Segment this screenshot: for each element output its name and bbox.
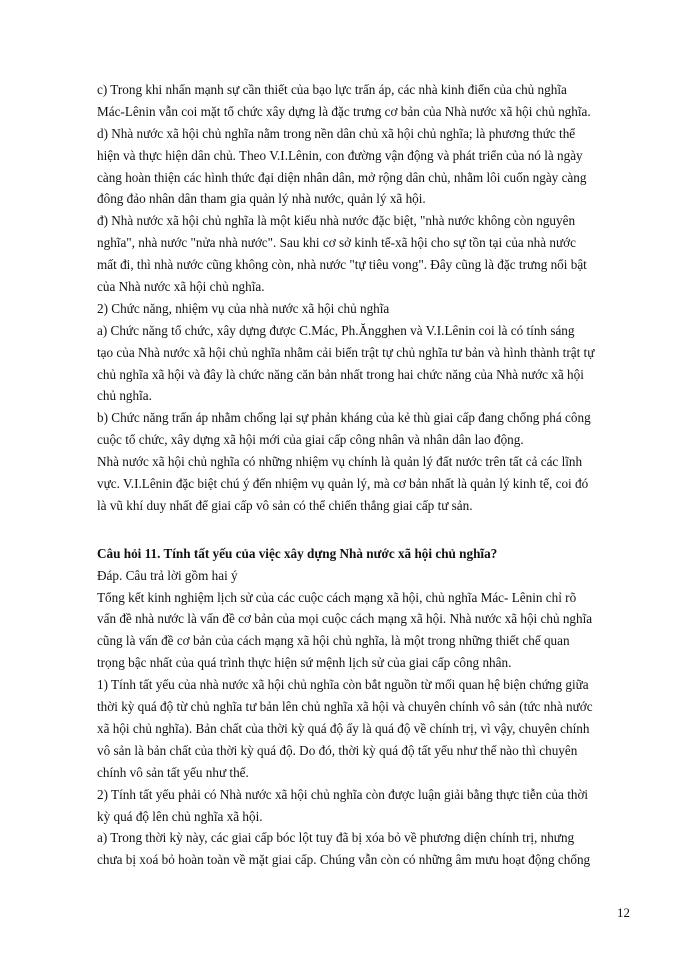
text-line: chưa bị xoá bỏ hoàn toàn về mặt giai cấp. Chúng vẫn còn có những âm mưu hoạt động chống xyxy=(97,852,591,868)
text-line: cũng là vấn đề cơ bản của cách mạng xã hội chủ nghĩa, là một trong những thiết chế quan xyxy=(97,633,570,649)
text-line: tạo của Nhà nước xã hội chủ nghĩa nhằm cải biến trật tự chủ nghĩa tư bản và hình thành trật tự xyxy=(97,344,595,360)
text-line: đông đảo nhân dân tham gia quản lý nhà nước, quản lý xã hội. xyxy=(97,191,426,207)
text-line: càng hoàn thiện các hình thức đại diện nhân dân, mở rộng dân chủ, nhằm lôi cuốn ngày càng xyxy=(97,169,587,185)
text-line: Tổng kết kinh nghiệm lịch sử của các cuộc cách mạng xã hội, chủ nghĩa Mác- Lênin chỉ rõ xyxy=(97,589,577,605)
text-line: trọng bậc nhất của quá trình thực hiện sứ mệnh lịch sử của giai cấp công nhân. xyxy=(97,655,512,671)
text-line: a) Chức năng tổ chức, xây dựng được C.Mác, Ph.Ăngghen và V.I.Lênin coi là có tính sáng xyxy=(97,322,575,338)
text-line: Mác-Lênin vẫn coi mặt tổ chức xây dựng là đặc trưng cơ bản của Nhà nước xã hội chủ nghĩa. xyxy=(97,103,591,119)
text-line: 2) Chức năng, nhiệm vụ của nhà nước xã hội chủ nghĩa xyxy=(97,300,390,316)
text-line: c) Trong khi nhấn mạnh sự cần thiết của bạo lực trấn áp, các nhà kinh điển của chủ nghĩa xyxy=(97,82,567,97)
text-line: kỳ quá độ lên chủ nghĩa xã hội. xyxy=(97,808,263,824)
text-line: hiện và thực hiện dân chủ. Theo V.I.Lênin, con đường vận động và phát triển của nó là ngày xyxy=(97,147,583,163)
text-line: đ) Nhà nước xã hội chủ nghĩa là một kiểu nhà nước đặc biệt, "nhà nước không còn nguyên xyxy=(97,213,576,229)
text-line: vô sản là bản chất của thời kỳ quá độ. Do đó, thời kỳ quá độ tất yếu như thế nào thì chuyên xyxy=(97,742,578,758)
text-line: a) Trong thời kỳ này, các giai cấp bóc lột tuy đã bị xóa bỏ về phương diện chính trị, nhưng xyxy=(97,830,575,846)
text-line: cuộc tổ chức, xây dựng xã hội mới của giai cấp công nhân và nhân dân lao động. xyxy=(97,432,524,448)
section-1 xyxy=(97,79,627,517)
paragraph-gap xyxy=(97,517,627,539)
text-line: Đáp. Câu trả lời gồm hai ý xyxy=(97,567,238,583)
text-line: 2) Tính tất yếu phải có Nhà nước xã hội chủ nghĩa còn được luận giải bằng thực tiễn của thời xyxy=(97,786,589,802)
text-line: d) Nhà nước xã hội chủ nghĩa nằm trong nền dân chủ xã hội chủ nghĩa; là phương thức thể xyxy=(97,125,576,141)
text-line: chủ nghĩa. xyxy=(97,388,152,404)
text-line: b) Chức năng trấn áp nhằm chống lại sự phản kháng của kẻ thù giai cấp đang chống phá công xyxy=(97,410,591,426)
text-line: Nhà nước xã hội chủ nghĩa có những nhiệm vụ chính là quản lý đất nước trên tất cả các lĩnh xyxy=(97,454,583,470)
text-line: xã hội chủ nghĩa). Bản chất của thời kỳ quá độ ấy là quá độ về chính trị, vì vậy, chuyên chính xyxy=(97,720,590,736)
text-line: vực. V.I.Lênin đặc biệt chú ý đến nhiệm vụ quản lý, mà cơ bản nhất là quản lý kinh tế, coi đó xyxy=(97,476,589,492)
text-line: là vũ khí duy nhất để giai cấp vô sản có thể chiến thắng giai cấp tư sản. xyxy=(97,497,473,513)
text-line: nghĩa", nhà nước "nửa nhà nước". Sau khi cơ sở kinh tế-xã hội cho sự tồn tại của nhà nước xyxy=(97,235,576,251)
section-2 xyxy=(97,565,627,871)
text-line: mất đi, thì nhà nước cũng không còn, nhà nước "tự tiêu vong". Đây cũng là đặc trưng nổi bật xyxy=(97,257,587,273)
question-heading: Câu hỏi 11. Tính tất yếu của việc xây dựng Nhà nước xã hội chủ nghĩa? xyxy=(97,545,498,561)
text-line: 1) Tính tất yếu của nhà nước xã hội chủ nghĩa còn bắt nguồn từ mối quan hệ biện chứng giữa xyxy=(97,677,589,693)
text-line: vấn đề nhà nước là vấn đề cơ bản của mọi cuộc cách mạng xã hội. Nhà nước xã hội chủ nghĩa xyxy=(97,611,593,627)
text-line: thời kỳ quá độ từ chủ nghĩa tư bản lên chủ nghĩa xã hội và chuyên chính vô sản (tức nhà nước xyxy=(97,699,593,715)
text-line: của Nhà nước xã hội chủ nghĩa. xyxy=(97,279,265,295)
page-content xyxy=(97,79,627,871)
page-number: 12 xyxy=(617,905,630,920)
question-heading-block xyxy=(97,543,627,565)
text-line: chủ nghĩa xã hội và đây là chức năng căn bản nhất trong hai chức năng của Nhà nước xã hội xyxy=(97,366,584,382)
text-line: chính vô sản tất yếu như thế. xyxy=(97,764,249,780)
